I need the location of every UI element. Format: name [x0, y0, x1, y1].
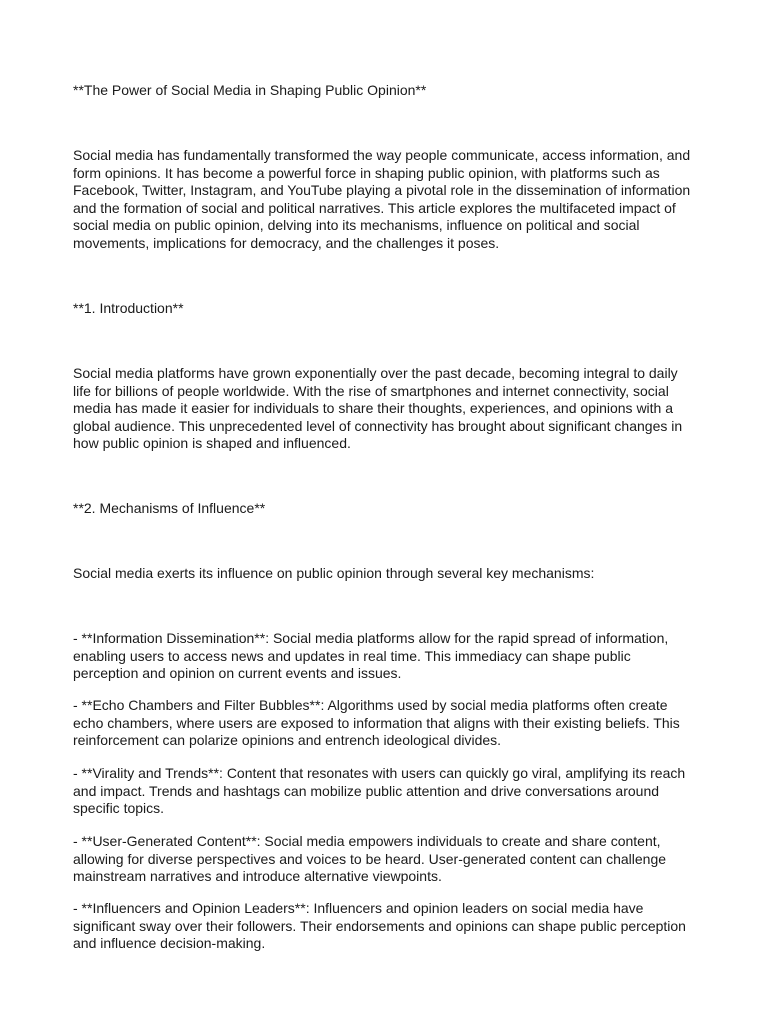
list-item-information-dissemination: - **Information Dissemination**: Social media platforms allow for the rapid spread of information, enabling users to access news and updates in real time. This immediacy can shape public perception and opinion on current events and issues.	[73, 630, 669, 682]
section-heading-mechanisms: **2. Mechanisms of Influence**	[73, 500, 266, 516]
abstract-paragraph: Social media has fundamentally transformed the way people communicate, access information, and form opinions. It has become a powerful force in shaping public opinion, with platforms such as Facebook, Twitter, Instagram, and YouTube playing a pivotal role in the dissemination of information and the formation of social and political narratives. This article explores the multifaceted impact of social media on public opinion, delving into its mechanisms, influence on political and social movements, implications for democracy, and the challenges it poses.	[73, 147, 691, 251]
list-item-echo-chambers: - **Echo Chambers and Filter Bubbles**: Algorithms used by social media platforms often create echo chambers, where users are exposed to information that aligns with their existing beliefs. This reinforcement can polarize opinions and entrench ideological divides.	[73, 697, 680, 749]
mechanisms-intro-paragraph: Social media exerts its influence on public opinion through several key mechanisms:	[73, 565, 595, 581]
list-item-influencers: - **Influencers and Opinion Leaders**: Influencers and opinion leaders on social media have significant sway over their followers. Their endorsements and opinions can shape public perception and influence decision-making.	[73, 900, 686, 952]
list-item-user-generated-content: - **User-Generated Content**: Social media empowers individuals to create and share content, allowing for diverse perspectives and voices to be heard. User-generated content can challenge mainstream narratives and introduce alternative viewpoints.	[73, 833, 667, 885]
document-title: **The Power of Social Media in Shaping Public Opinion**	[73, 82, 427, 98]
introduction-paragraph: Social media platforms have grown exponentially over the past decade, becoming integral to daily life for billions of people worldwide. With the rise of smartphones and internet connectivity, social media has made it easier for individuals to share their thoughts, experiences, and opinions with a global audience. This unprecedented level of connectivity has brought about significant changes in how public opinion is shaped and influenced.	[73, 365, 683, 452]
section-heading-introduction: **1. Introduction**	[73, 300, 184, 316]
list-item-virality-trends: - **Virality and Trends**: Content that resonates with users can quickly go viral, amplifying its reach and impact. Trends and hashtags can mobilize public attention and drive conversations around specific topics.	[73, 765, 686, 817]
